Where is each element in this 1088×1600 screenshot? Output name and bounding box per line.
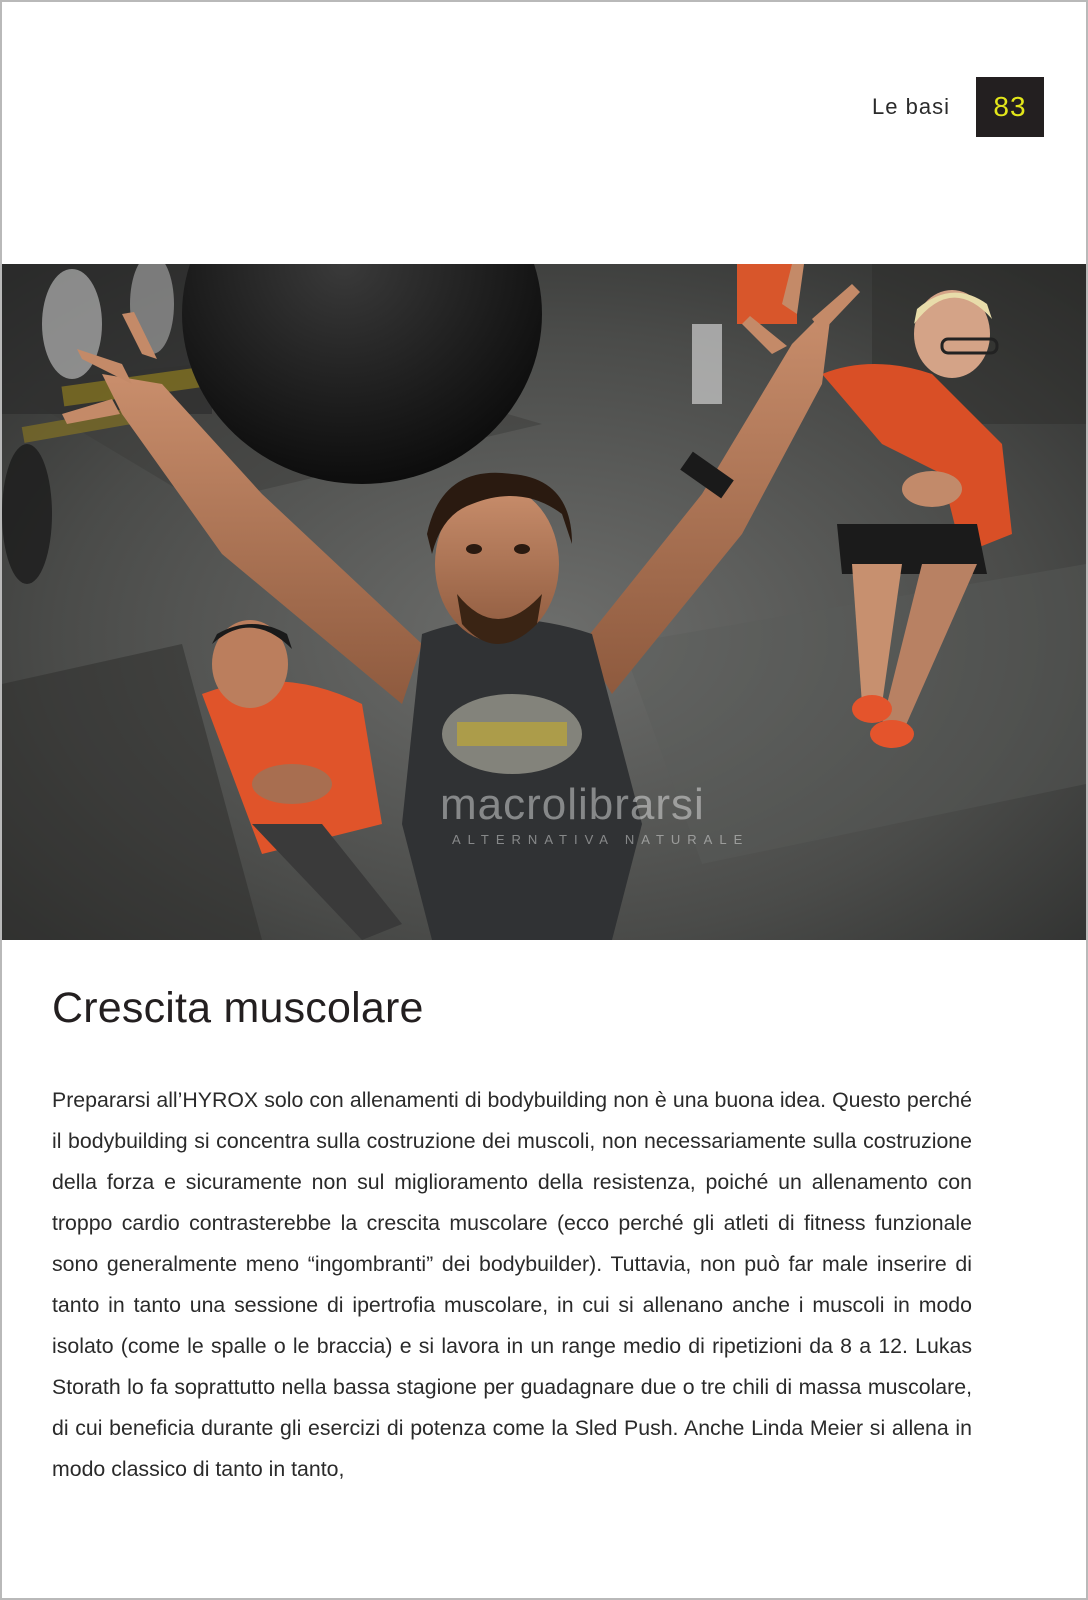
article-title: Crescita muscolare <box>52 984 424 1032</box>
page-header <box>872 76 1044 138</box>
page-number: 83 <box>976 77 1044 137</box>
article-body: Prepararsi all’HYROX solo con allenamenti di bodybuilding non è una buona idea. Questo perché il bodybuilding si concentra sulla costruzione dei muscoli, non necessariamente sulla costruzione della forza e sicuramente non sul miglioramento della resistenza, poiché un allenamento con troppo cardio contrasterebbe la crescita muscolare (ecco perché gli atleti di fitness funzionale sono generalmente meno “ingombranti” dei bodybuilder). Tuttavia, non può far male inserire di tanto in tanto una sessione di ipertrofia muscolare, in cui si allenano anche i muscoli in modo isolato (come le spalle o le braccia) e si lavora in un range medio di ripetizioni da 8 a 12. Lukas Storath lo fa soprattutto nella bassa stagione per guadagnare due o tre chili di massa muscolare, di cui beneficia durante gli esercizi di potenza come la Sled Push. Anche Linda Meier si allena in modo classico di tanto in tanto, <box>52 1088 972 1481</box>
athlete-wall-ball-photo <box>2 264 1086 940</box>
section-label: Le basi <box>872 94 950 119</box>
watermark-logo: macrolibrarsi <box>440 780 705 829</box>
watermark-tagline: ALTERNATIVA NATURALE <box>452 832 750 847</box>
photo-illustration <box>2 264 1086 940</box>
